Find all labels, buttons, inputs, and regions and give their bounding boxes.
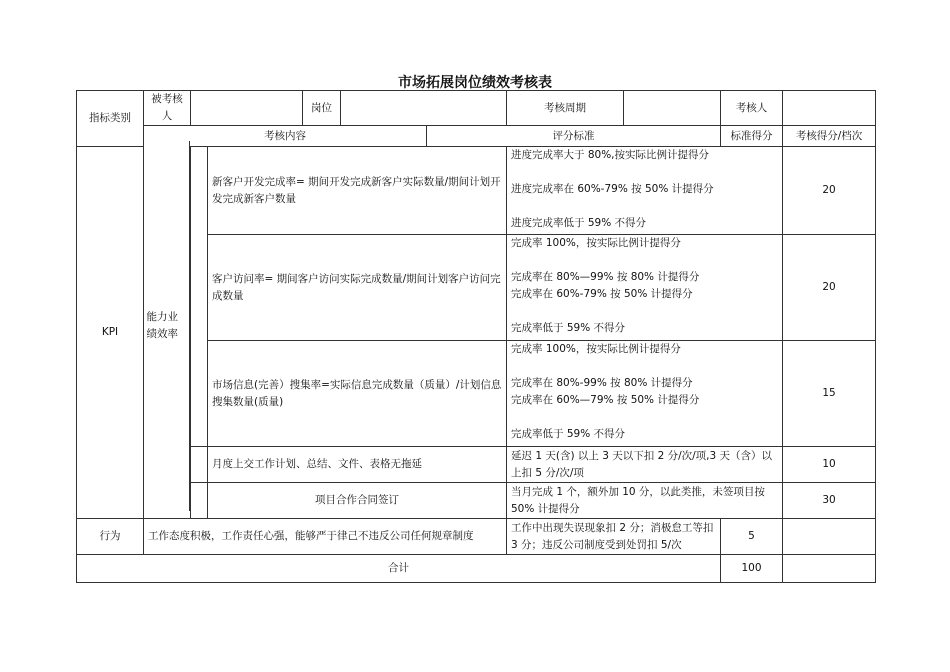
period-label: 考核周期 bbox=[507, 91, 624, 126]
table-row bbox=[77, 447, 876, 483]
page-title: 市场拓展岗位绩效考核表 bbox=[398, 75, 552, 91]
std-score-cell: 30 bbox=[783, 483, 876, 519]
appraiser-label: 考核人 bbox=[721, 91, 783, 126]
appraisee-input[interactable] bbox=[191, 91, 303, 126]
header-row-columns bbox=[77, 126, 876, 147]
appraisal-table bbox=[76, 90, 876, 583]
table-row bbox=[77, 147, 876, 235]
kpi-criteria-cell bbox=[507, 341, 783, 447]
criteria-line: 进度完成率大于 80%,按实际比例计提得分 bbox=[511, 149, 710, 161]
kpi-criteria-cell bbox=[507, 147, 783, 235]
kpi-content-cell: 客户访问率= 期间客户访问实际完成数量/期间计划客户访问完成数量 bbox=[208, 235, 507, 341]
behavior-criteria-cell: 工作中出现失误现象扣 2 分；消极怠工等扣 3 分；违反公司制度受到处罚扣 5/次 bbox=[507, 519, 721, 555]
kpi-sub-spacer-2 bbox=[191, 147, 208, 447]
category-header: 指标类别 bbox=[77, 91, 144, 147]
behavior-content-cell: 工作态度积极，工作责任心强，能够严于律己不违反公司任何规章制度 bbox=[144, 519, 507, 555]
kpi-content-cell: 项目合作合同签订 bbox=[208, 483, 507, 519]
std-score-header: 标准得分 bbox=[721, 126, 783, 147]
criteria-line: 进度完成率在 60%-79% 按 50% 计提得分 bbox=[511, 183, 714, 195]
total-score-input[interactable] bbox=[783, 555, 876, 583]
criteria-line: 完成率 100%，按实际比例计提得分 bbox=[511, 343, 681, 355]
criteria-line: 完成率在 60%—79% 按 50% 计提得分 bbox=[511, 394, 700, 406]
criteria-line: 完成率低于 59% 不得分 bbox=[511, 322, 626, 334]
criteria-line: 完成率在 60%-79% 按 50% 计提得分 bbox=[511, 288, 693, 300]
kpi-criteria-cell bbox=[507, 235, 783, 341]
header-row-info bbox=[77, 91, 876, 126]
score-header: 考核得分/档次 bbox=[783, 126, 876, 147]
kpi-subcategory-label: 能力业绩效率 bbox=[146, 311, 178, 340]
score-input[interactable] bbox=[783, 519, 876, 555]
criteria-line: 进度完成率低于 59% 不得分 bbox=[511, 217, 647, 229]
total-row bbox=[77, 555, 876, 583]
kpi-sub-spacer-3 bbox=[191, 447, 208, 483]
kpi-criteria-cell: 延迟 1 天(含) 以上 3 天以下扣 2 分/次/项,3 天（含）以上扣 5 分/次/项 bbox=[507, 447, 783, 483]
kpi-content-cell: 市场信息(完善）搜集率=实际信息完成数量（质量）/计划信息搜集数量(质量) bbox=[208, 341, 507, 447]
criteria-header: 评分标准 bbox=[427, 126, 721, 147]
std-score-cell: 15 bbox=[783, 341, 876, 447]
criteria-line: 完成率低于 59% 不得分 bbox=[511, 428, 626, 440]
criteria-line: 完成率 100%，按实际比例计提得分 bbox=[511, 237, 681, 249]
kpi-subcategory-cell bbox=[144, 141, 190, 511]
position-label: 岗位 bbox=[303, 91, 341, 126]
behavior-category-cell: 行为 bbox=[77, 519, 144, 555]
criteria-line: 完成率在 80%-99% 按 80% 计提得分 bbox=[511, 377, 693, 389]
std-score-cell: 10 bbox=[783, 447, 876, 483]
kpi-sub-spacer-4 bbox=[191, 483, 208, 519]
table-row bbox=[77, 519, 876, 555]
appraiser-input[interactable] bbox=[783, 91, 876, 126]
kpi-category-cell: KPI bbox=[77, 147, 144, 519]
position-input[interactable] bbox=[341, 91, 507, 126]
std-score-cell: 5 bbox=[721, 519, 783, 555]
content-header: 考核内容 bbox=[144, 126, 427, 147]
kpi-content-cell: 新客户开发完成率= 期间开发完成新客户实际数量/期间计划开发完成新客户数量 bbox=[208, 147, 507, 235]
total-score-cell: 100 bbox=[721, 555, 783, 583]
criteria-line: 完成率在 80%—99% 按 80% 计提得分 bbox=[511, 271, 700, 283]
table-row bbox=[77, 483, 876, 519]
period-input[interactable] bbox=[624, 91, 721, 126]
kpi-content-cell: 月度上交工作计划、总结、文件、表格无拖延 bbox=[208, 447, 507, 483]
appraisee-label: 被考核人 bbox=[144, 91, 191, 126]
std-score-cell: 20 bbox=[783, 235, 876, 341]
total-label: 合计 bbox=[77, 555, 721, 583]
kpi-criteria-cell: 当月完成 1 个，额外加 10 分，以此类推，未签项目按 50% 计提得分 bbox=[507, 483, 783, 519]
std-score-cell: 20 bbox=[783, 147, 876, 235]
